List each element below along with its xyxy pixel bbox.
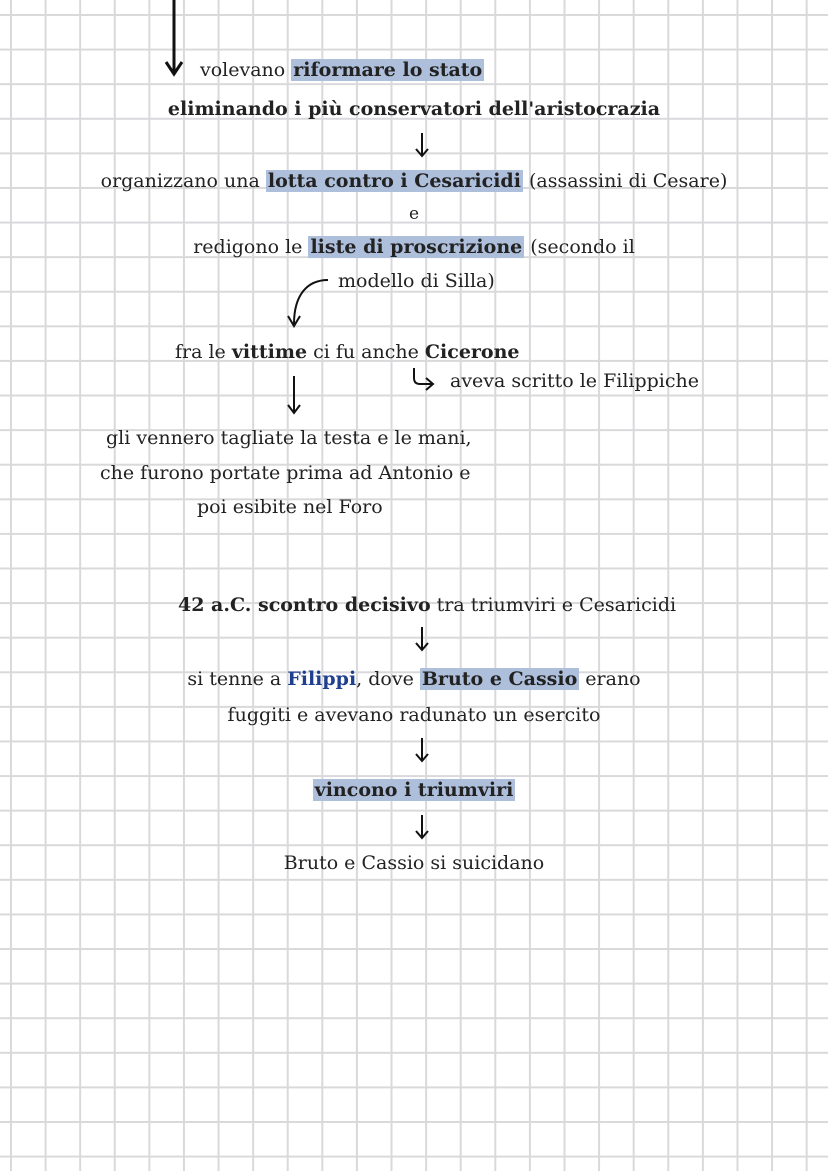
down-arrow-icon <box>162 0 186 80</box>
line-riformare: volevano riformare lo stato <box>200 59 483 81</box>
line-portate: che furono portate prima ad Antonio e <box>100 462 471 484</box>
side-note-filippiche: aveva scritto le Filippiche <box>450 370 700 392</box>
down-arrow-icon <box>414 815 430 841</box>
line-tagliate: gli vennero tagliate la testa e le mani, <box>106 427 472 449</box>
down-arrow-icon <box>414 738 430 764</box>
line-modello: modello di Silla) <box>338 270 495 292</box>
down-arrow-icon <box>286 376 302 416</box>
line-eliminando: eliminando i più conservatori dell'aristocrazia <box>167 98 661 120</box>
down-arrow-icon <box>414 133 430 159</box>
line-organizzano: organizzano una lotta contro i Cesaricidi (assassini di Cesare) <box>100 170 728 192</box>
line-42ac: 42 a.C. scontro decisivo tra triumviri e Cesaricidi <box>178 594 677 616</box>
line-e: e <box>408 204 420 224</box>
hook-arrow-icon <box>410 366 440 392</box>
line-vincono: vincono i triumviri <box>314 779 514 801</box>
line-filippi: si tenne a Filippi, dove Bruto e Cassio erano <box>187 668 641 690</box>
line-esibite: poi esibite nel Foro <box>197 496 383 518</box>
line-fuggiti: fuggiti e avevano radunato un esercito <box>227 704 601 726</box>
curved-arrow-icon <box>282 276 332 332</box>
down-arrow-icon <box>414 627 430 653</box>
line-redigono: redigono le liste di proscrizione (secondo il <box>193 236 635 258</box>
line-vittime: fra le vittime ci fu anche Cicerone <box>175 341 520 363</box>
line-suicidano: Bruto e Cassio si suicidano <box>283 852 545 874</box>
